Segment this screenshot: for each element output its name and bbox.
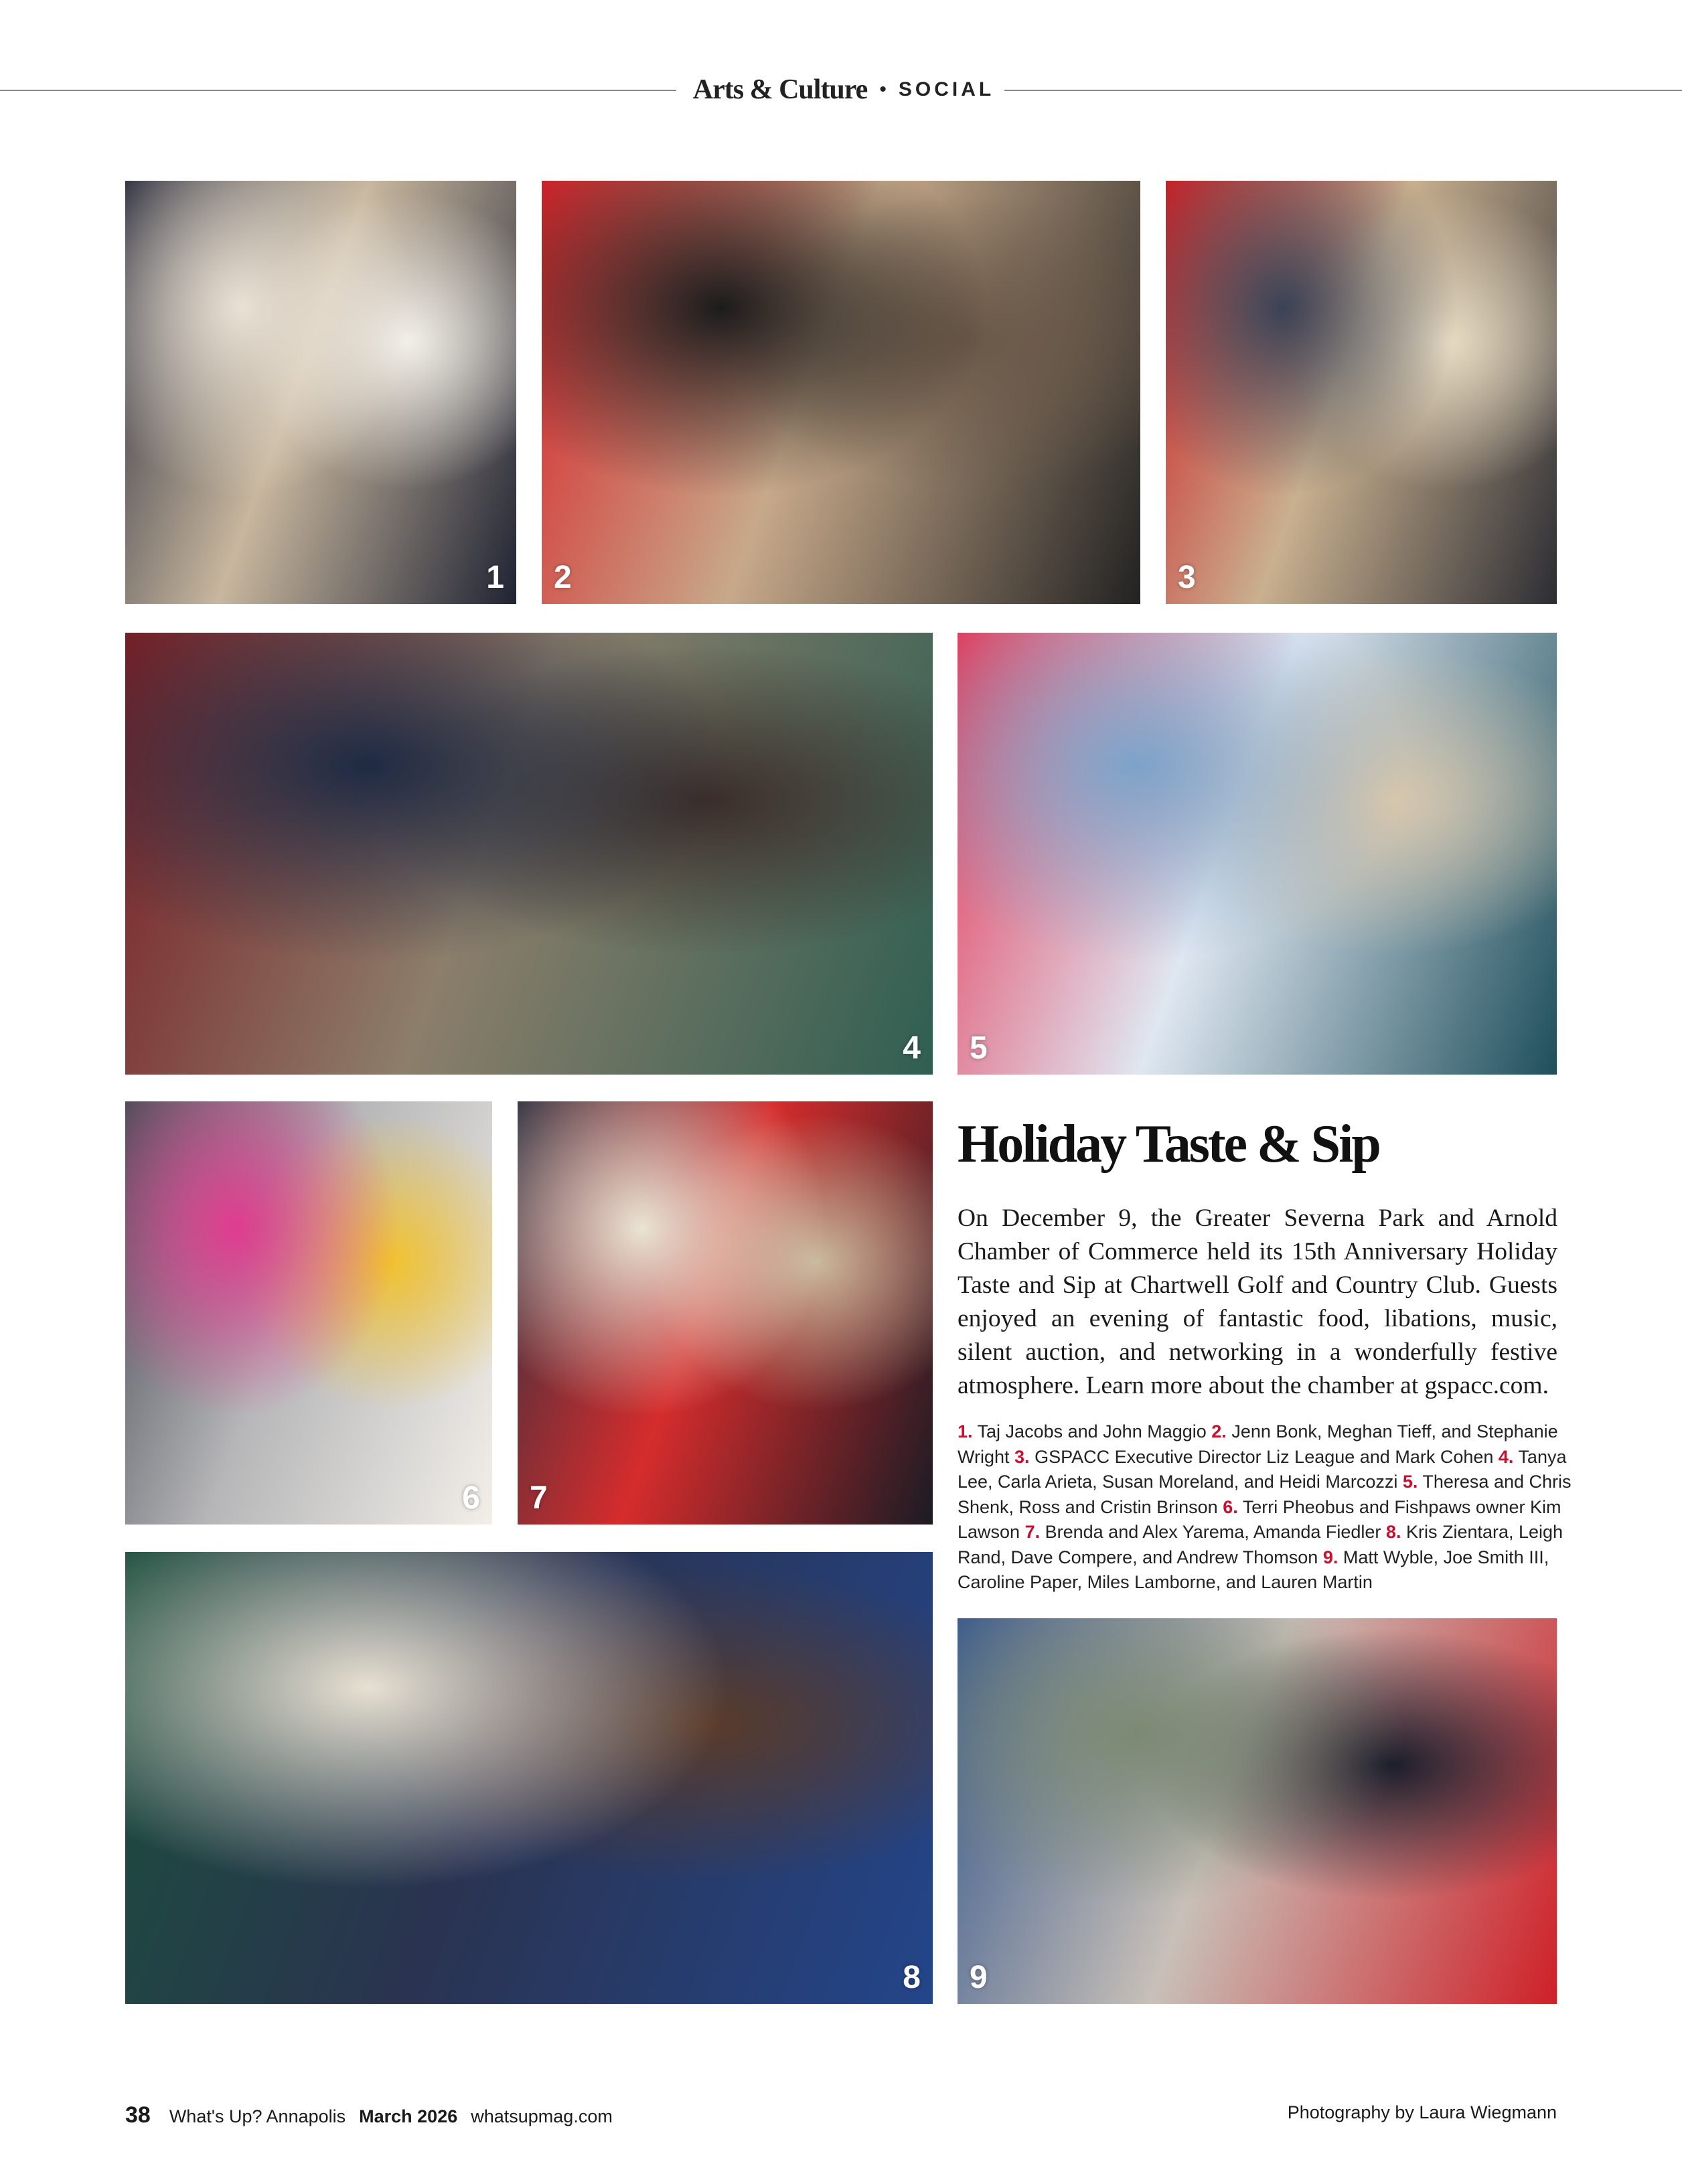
caption-number: 3. — [1014, 1446, 1030, 1467]
story-body: On December 9, the Greater Severna Park and Arnold Chamber of Commerce held its 15th Anniversary Holiday Taste and Sip at Chartwell Golf and Country Club. Guests enjoyed an evening of fantastic food, libations, music, silent auction, and networking in a wonderfully festive atmosphere. Learn more about the chamber at gspacc.com. — [958, 1204, 1557, 1399]
photo-number: 5 — [970, 1030, 988, 1066]
caption-number: 1. — [958, 1421, 973, 1441]
photo-number: 7 — [530, 1480, 548, 1516]
photo-5[interactable] — [958, 633, 1557, 1075]
page-footer — [125, 2102, 613, 2129]
photo-7[interactable] — [518, 1101, 933, 1525]
caption-text: Taj Jacobs and John Maggio — [972, 1421, 1212, 1441]
caption-number: 2. — [1211, 1421, 1227, 1441]
header-rule-left — [0, 90, 676, 91]
photo-number: 8 — [903, 1960, 921, 1995]
caption-text: Tanya Lee, Carla Arieta, Susan Moreland, and Heidi Marcozzi — [958, 1446, 1567, 1492]
caption-number: 6. — [1223, 1496, 1238, 1517]
publication-name: What's Up? Annapolis — [169, 2106, 346, 2126]
category-name: SOCIAL — [898, 78, 995, 100]
caption-text: Jenn Bonk, Meghan Tieff, and Stephanie Wright — [958, 1421, 1558, 1467]
caption-text: GSPACC Executive Director Liz League and Mark Cohen — [1029, 1446, 1499, 1467]
photo-number: 1 — [486, 560, 504, 595]
photo-number: 9 — [970, 1960, 988, 1995]
issue-date: March 2026 — [359, 2106, 458, 2126]
caption-text: Brenda and Alex Yarema, Amanda Fiedler — [1040, 1522, 1386, 1542]
photo-credit-block — [1288, 2102, 1557, 2129]
header-separator: • — [879, 78, 887, 100]
photo-2[interactable] — [542, 181, 1140, 604]
caption-number: 5. — [1402, 1472, 1418, 1492]
photo-number: 6 — [462, 1480, 480, 1516]
section-header — [690, 70, 998, 110]
story-title: Holiday Taste & Sip — [958, 1115, 1379, 1174]
section-name: Arts & Culture — [692, 74, 868, 105]
photo-captions — [958, 1419, 1600, 1595]
caption-text: Kris Zientara, Leigh Rand, Dave Compere, and Andrew Thomson — [958, 1522, 1563, 1567]
photo-number: 3 — [1178, 560, 1196, 595]
photo-8[interactable] — [125, 1552, 933, 2004]
photo-number: 4 — [903, 1030, 921, 1066]
photo-4[interactable] — [125, 633, 933, 1075]
header-rule-right — [1004, 90, 1682, 91]
caption-text: Matt Wyble, Joe Smith III, Caroline Paper, Miles Lamborne, and Lauren Martin — [958, 1547, 1549, 1592]
caption-text: Theresa and Chris Shenk, Ross and Cristin Brinson — [958, 1472, 1572, 1517]
caption-number: 9. — [1322, 1547, 1339, 1567]
photo-9[interactable] — [958, 1618, 1557, 2004]
page-number: 38 — [125, 2102, 151, 2128]
website-link[interactable]: whatsupmag.com — [471, 2106, 613, 2126]
caption-text: Terri Pheobus and Fishpaws owner Kim Lawson — [958, 1496, 1561, 1542]
photo-number: 2 — [554, 560, 572, 595]
caption-number: 7. — [1024, 1522, 1041, 1542]
photo-3[interactable] — [1166, 181, 1557, 604]
photo-1[interactable] — [125, 181, 516, 604]
photo-credit: Photography by Laura Wiegmann — [1287, 2102, 1557, 2122]
caption-number: 8. — [1385, 1522, 1401, 1542]
photo-6[interactable] — [125, 1101, 492, 1525]
caption-number: 4. — [1498, 1446, 1514, 1467]
